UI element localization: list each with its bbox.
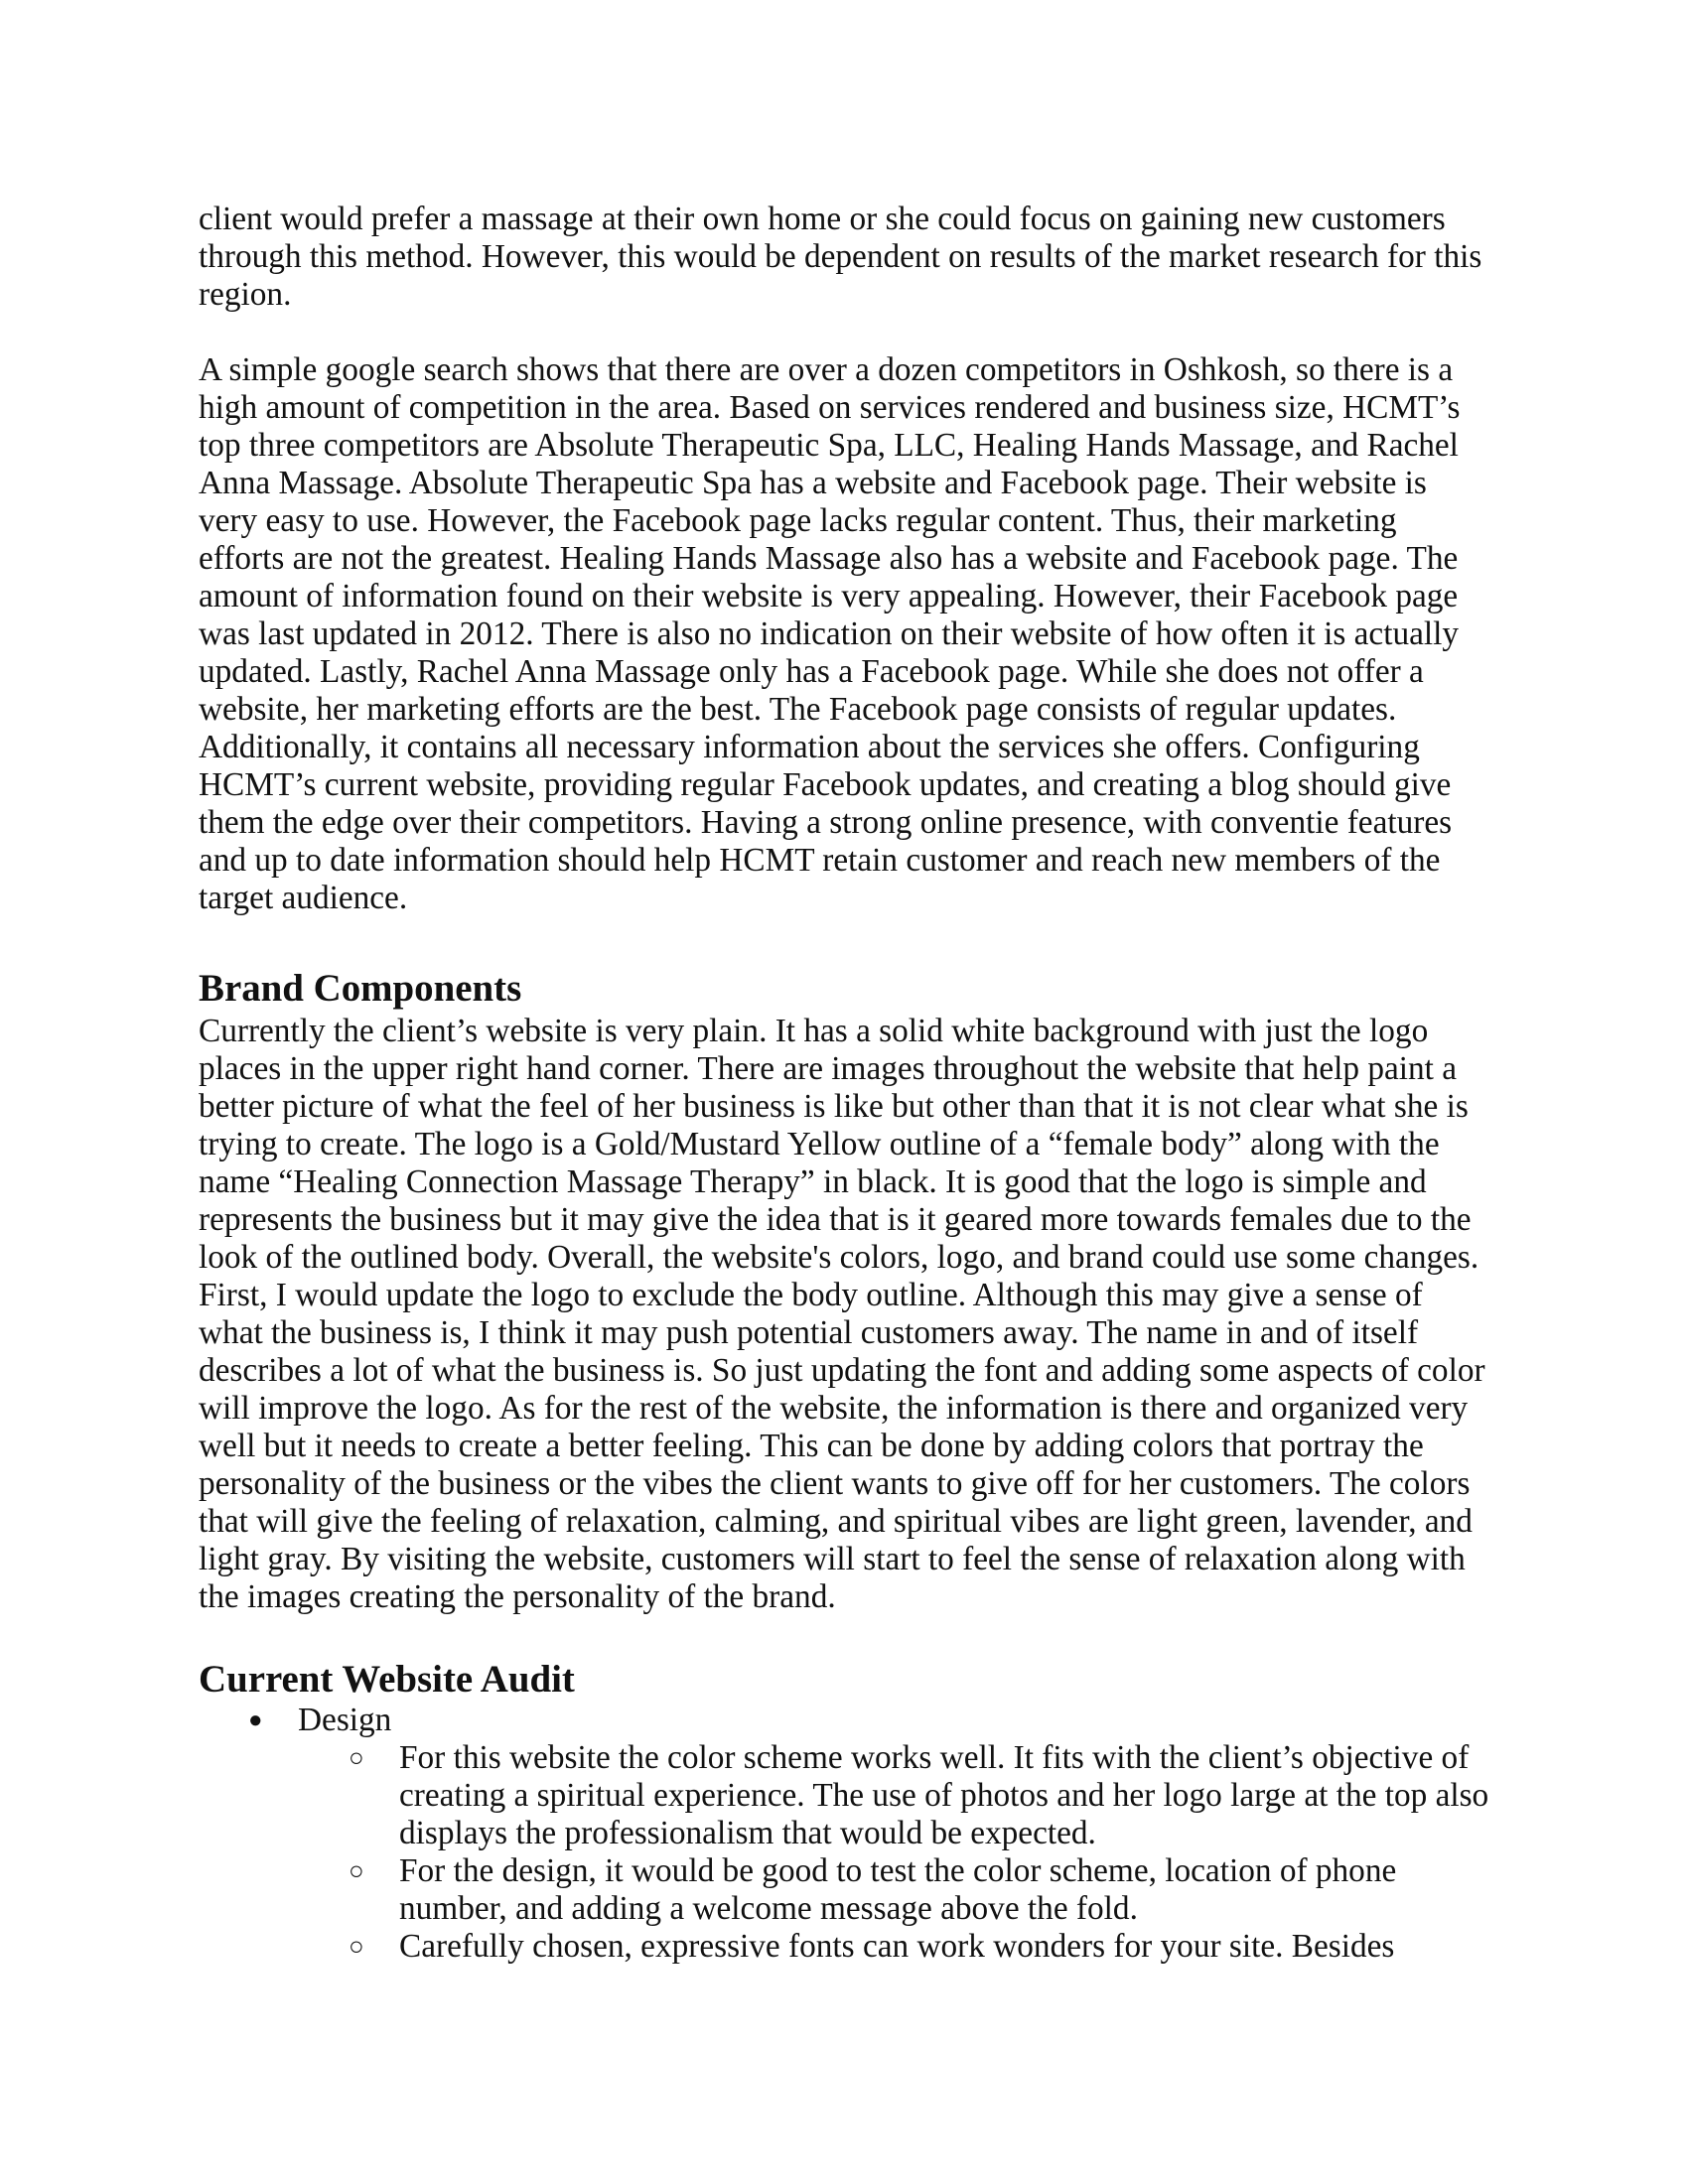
- text-line: A simple google search shows that there are over a dozen competitors in Oshkosh, so there is a: [199, 351, 1454, 388]
- text-line: and up to date information should help HCMT retain customer and reach new members of the: [199, 842, 1441, 879]
- paragraph-home-massage: [199, 201, 1509, 314]
- text-line: them the edge over their competitors. Having a strong online presence, with conventie features: [199, 804, 1453, 841]
- text-line: name “Healing Connection Massage Therapy” in black. It is good that the logo is simple and: [199, 1163, 1427, 1200]
- paragraph-gap: [199, 314, 1509, 351]
- paragraph-brand-components: [199, 1013, 1509, 1616]
- sub-bullet-icon: ○: [349, 1743, 364, 1772]
- text-line: high amount of competition in the area. Based on services rendered and business size, HCMT’s: [199, 389, 1461, 426]
- section-heading-brand-components: Brand Components: [199, 967, 522, 1010]
- text-line: number, and adding a welcome message above the fold.: [399, 1890, 1138, 1927]
- text-line: trying to create. The logo is a Gold/Mustard Yellow outline of a “female body” along with the: [199, 1126, 1440, 1162]
- paragraph-competitors: [199, 351, 1509, 917]
- list-item-design: [199, 1702, 1509, 1739]
- text-line: top three competitors are Absolute Therapeutic Spa, LLC, Healing Hands Massage, and Rachel: [199, 427, 1459, 464]
- text-line: amount of information found on their website is very appealing. However, their Facebook page: [199, 578, 1459, 614]
- text-line: efforts are not the greatest. Healing Hands Massage also has a website and Facebook page. The: [199, 540, 1459, 577]
- text-line: will improve the logo. As for the rest of the website, the information is there and organized very: [199, 1390, 1469, 1427]
- text-line: region.: [199, 276, 292, 313]
- text-line: through this method. However, this would be dependent on results of the market research for this: [199, 238, 1482, 275]
- text-line: creating a spiritual experience. The use of photos and her logo large at the top also: [399, 1777, 1489, 1814]
- sub-bullet-icon: ○: [349, 1856, 364, 1885]
- list-item-label: Design: [298, 1702, 392, 1738]
- text-line: personality of the business or the vibes the client wants to give off for her customers. The colors: [199, 1465, 1471, 1502]
- audit-list: [199, 1702, 1509, 1966]
- section-heading-current-website-audit: Current Website Audit: [199, 1658, 575, 1701]
- text-line: well but it needs to create a better feeling. This can be done by adding colors that portray the: [199, 1428, 1424, 1464]
- text-line: First, I would update the logo to exclude the body outline. Although this may give a sense of: [199, 1277, 1423, 1313]
- text-line: target audience.: [199, 880, 408, 916]
- sub-bullet-icon: ○: [349, 1932, 364, 1961]
- sub-list-item: [199, 1928, 1509, 1966]
- text-line: HCMT’s current website, providing regular Facebook updates, and creating a blog should give: [199, 766, 1452, 803]
- text-line: was last updated in 2012. There is also no indication on their website of how often it is actually: [199, 615, 1460, 652]
- text-line: updated. Lastly, Rachel Anna Massage only has a Facebook page. While she does not offer a: [199, 653, 1424, 690]
- text-line: displays the professionalism that would be expected.: [399, 1815, 1096, 1851]
- sub-list-item: [199, 1852, 1509, 1928]
- sub-item-text: For this website the color scheme works well. It fits with the client’s objective of: [399, 1739, 1470, 1776]
- text-line: [199, 1928, 1509, 1966]
- text-line: Additionally, it contains all necessary information about the services she offers. Configuring: [199, 729, 1420, 765]
- document-page: [199, 201, 1509, 1966]
- bullet-icon: ●: [248, 1707, 263, 1733]
- text-line: client would prefer a massage at their own home or she could focus on gaining new customers: [199, 201, 1446, 237]
- sub-list-item: [199, 1739, 1509, 1852]
- text-line: the images creating the personality of the brand.: [199, 1578, 836, 1615]
- text-line: [199, 1739, 1509, 1777]
- text-line: Anna Massage. Absolute Therapeutic Spa has a website and Facebook page. Their website is: [199, 465, 1427, 501]
- text-line: that will give the feeling of relaxation, calming, and spiritual vibes are light green, lavender, and: [199, 1503, 1473, 1540]
- text-line: places in the upper right hand corner. There are images throughout the website that help paint a: [199, 1050, 1458, 1087]
- text-line: light gray. By visiting the website, customers will start to feel the sense of relaxation along with: [199, 1541, 1466, 1577]
- sub-item-text: Carefully chosen, expressive fonts can work wonders for your site. Besides: [399, 1928, 1395, 1965]
- text-line: Currently the client’s website is very plain. It has a solid white background with just the logo: [199, 1013, 1429, 1049]
- text-line: website, her marketing efforts are the best. The Facebook page consists of regular updates.: [199, 691, 1397, 728]
- text-line: [199, 1852, 1509, 1890]
- text-line: very easy to use. However, the Facebook page lacks regular content. Thus, their marketing: [199, 502, 1397, 539]
- sub-item-text: For the design, it would be good to test the color scheme, location of phone: [399, 1852, 1397, 1889]
- text-line: describes a lot of what the business is. So just updating the font and adding some aspects of color: [199, 1352, 1485, 1389]
- text-line: represents the business but it may give the idea that is it geared more towards females due to the: [199, 1201, 1472, 1238]
- text-line: what the business is, I think it may push potential customers away. The name in and of itself: [199, 1314, 1419, 1351]
- text-line: look of the outlined body. Overall, the website's colors, logo, and brand could use some changes.: [199, 1239, 1479, 1276]
- text-line: better picture of what the feel of her business is like but other than that it is not clear what she is: [199, 1088, 1469, 1125]
